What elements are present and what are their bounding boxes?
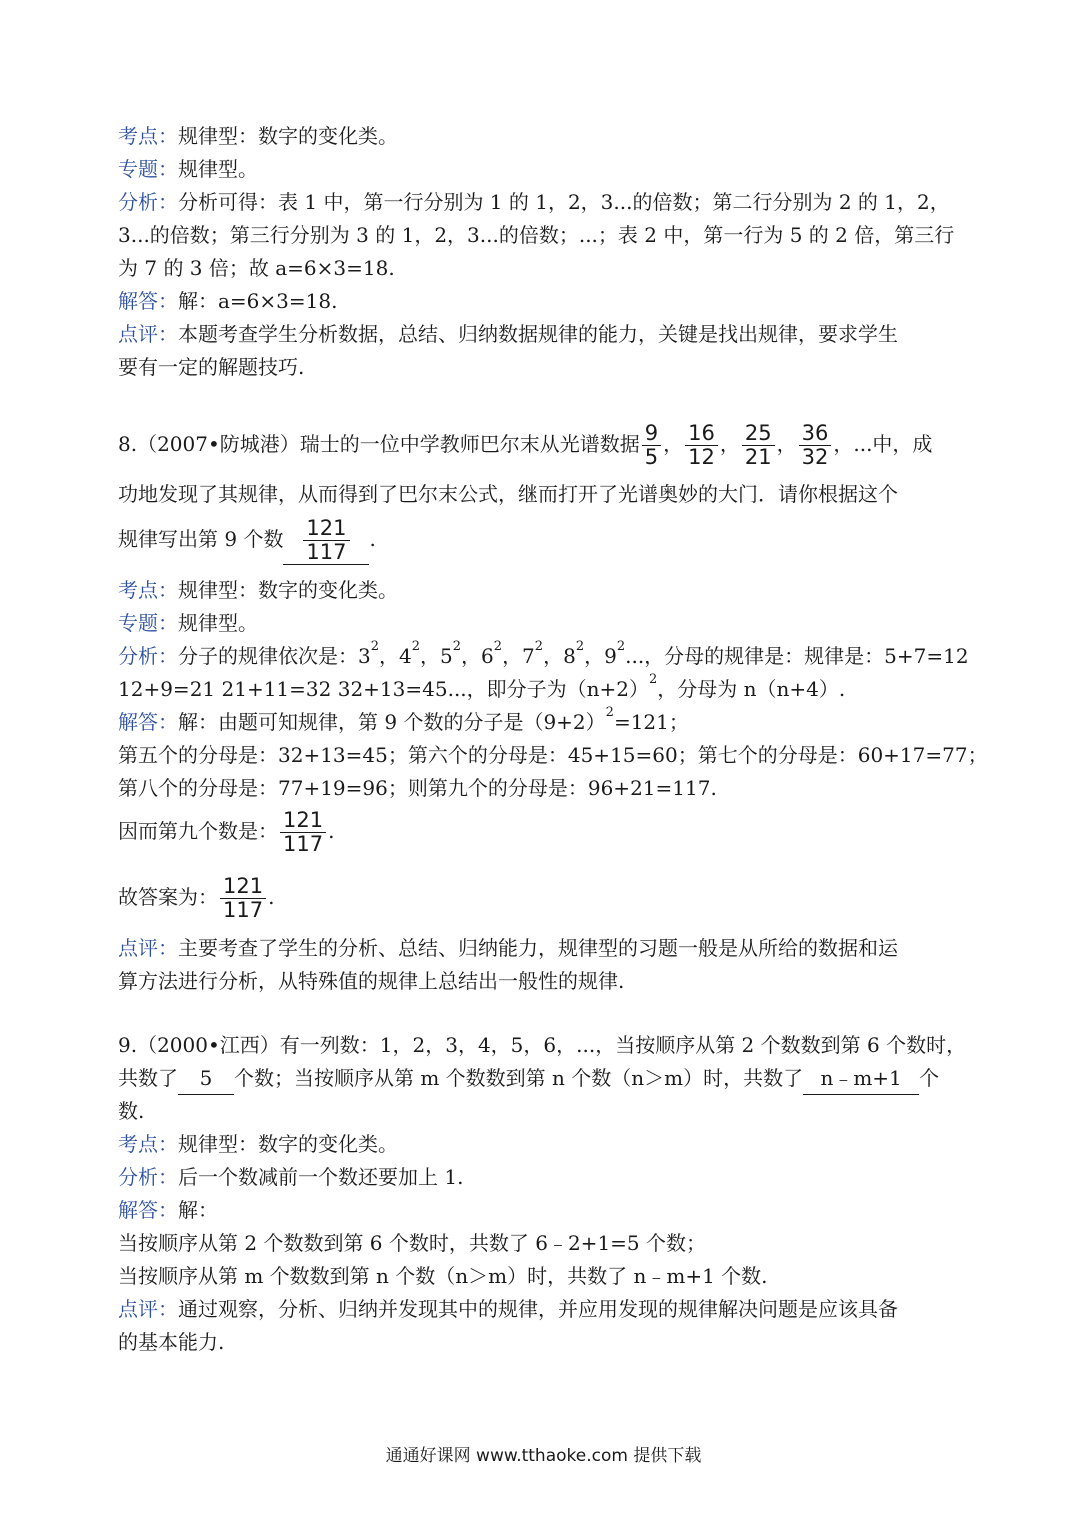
label-fenxi: 分析： [118, 190, 178, 214]
answer-fraction: $\frac{121}{117}$ [303, 517, 349, 564]
q7-jieda: 解答：解：a=6×3=18. [118, 289, 338, 313]
q9-stem-line2: 共数了 5 个数；当按顺序从第 m 个数数到第 n 个数（n＞m）时，共数了 n﹣m+1 个 [118, 1062, 978, 1095]
q9-dianping-line2: 的基本能力. [118, 1330, 225, 1354]
q8-dianping-line2: 算方法进行分析，从特殊值的规律上总结出一般性的规律. [118, 969, 625, 993]
fraction: $\frac{9}{5}$ [642, 422, 661, 469]
q8-jieda-line3: 第八个的分母是：77+19=96；则第九个的分母是：96+21=117. [118, 776, 717, 800]
answer-blank [283, 516, 369, 565]
q9-kaodian: 考点：规律型：数字的变化类。 [118, 1132, 398, 1156]
q8-kaodian: 考点：规律型：数字的变化类。 [118, 578, 398, 602]
q8-jieda-line5: 故答案为： $\frac{121}{117}$ . [118, 874, 275, 922]
q7-dianping-line1: 点评：本题考查学生分析数据，总结、归纳数据规律的能力，关键是找出规律，要求学生 [118, 322, 898, 346]
page-footer: 通通好课网 www.tthaoke.com 提供下载 [385, 1446, 702, 1466]
q7-fenxi-line3: 为 7 的 3 倍；故 a=6×3=18. [118, 256, 395, 280]
q8-zhuanti: 专题：规律型。 [118, 611, 258, 635]
q7-zhuanti: 专题：规律型。 [118, 157, 258, 181]
q9-jieda: 解答：解： [118, 1198, 218, 1222]
fraction: $\frac{36}{32}$ [799, 422, 832, 469]
q7-fenxi-line1: 分析：分析可得：表 1 中，第一行分别为 1 的 1，2，3...的倍数；第二行分别为 2 的 1，2， [118, 190, 950, 214]
fraction: $\frac{121}{117}$ [220, 875, 266, 922]
q8-fenxi-line1: 分析：分子的规律依次是：$3^2$，$4^2$，$5^2$，$6^2$，$7^2$，$8^2$，$9^2$...，分母的规律是：规律是：5+7=12 [118, 639, 969, 668]
q9-stem-line3: 数. [118, 1099, 145, 1123]
answer-blank-1: 5 [178, 1062, 234, 1095]
fraction: $\frac{25}{21}$ [742, 422, 775, 469]
label-dianping: 点评： [118, 322, 178, 346]
q7-kaodian: 考点：规律型：数字的变化类。 [118, 124, 398, 148]
q7-dianping-line2: 要有一定的解题技巧. [118, 355, 305, 379]
fraction: $\frac{16}{12}$ [685, 422, 718, 469]
q8-fenxi-line2: 12+9=21 21+11=32 32+13=45...，即分子为$(n+2)^2$，分母为 n（n+4）. [118, 672, 846, 701]
label-zhuanti: 专题： [118, 157, 178, 181]
label-jieda: 解答： [118, 289, 178, 313]
q9-stem-line1: 9.（2000•江西）有一列数：1，2，3，4，5，6，...，当按顺序从第 2 个数数到第 6 个数时， [118, 1033, 967, 1057]
q8-jieda-line1: 解答：解：由题可知规律，第 9 个数的分子是$(9+2)^2=121$； [118, 705, 689, 734]
label-kaodian: 考点： [118, 124, 178, 148]
q8-dianping-line1: 点评：主要考查了学生的分析、总结、归纳能力，规律型的习题一般是从所给的数据和运 [118, 936, 898, 960]
q9-dianping-line1: 点评：通过观察，分析、归纳并发现其中的规律，并应用发现的规律解决问题是应该具备 [118, 1297, 898, 1321]
q9-jieda-line2: 当按顺序从第 m 个数数到第 n 个数（n＞m）时，共数了 n﹣m+1 个数. [118, 1264, 768, 1288]
q7-fenxi-line2: 3...的倍数；第三行分别为 3 的 1，2，3...的倍数；...；表 2 中，第一行为 5 的 2 倍，第三行 [118, 223, 955, 247]
q8-jieda-line2: 第五个的分母是：32+13=45；第六个的分母是：45+15=60；第七个的分母是：60+17=77； [118, 743, 988, 767]
q8-stem-line3: 规律写出第 9 个数 $\frac{121}{117}$ . [118, 516, 376, 564]
fraction: $\frac{121}{117}$ [280, 809, 326, 856]
q9-jieda-line1: 当按顺序从第 2 个数数到第 6 个数时，共数了 6﹣2+1=5 个数； [118, 1231, 707, 1255]
q9-fenxi: 分析：后一个数减前一个数还要加上 1. [118, 1165, 464, 1189]
q8-stem-line1: 8.（2007•防城港）瑞士的一位中学教师巴尔末从光谱数据 $\frac{9}{5}$ ， $\frac{16}{12}$ ， $\frac{25}{21}$ ， $\frac{36}{32}$ ，...中，成 [118, 421, 933, 469]
q8-jieda-line4: 因而第九个数是： $\frac{121}{117}$ . [118, 808, 335, 856]
q8-stem-line2: 功地发现了其规律，从而得到了巴尔末公式，继而打开了光谱奥妙的大门．请你根据这个 [118, 482, 898, 506]
answer-blank-2: n﹣m+1 [803, 1062, 919, 1095]
